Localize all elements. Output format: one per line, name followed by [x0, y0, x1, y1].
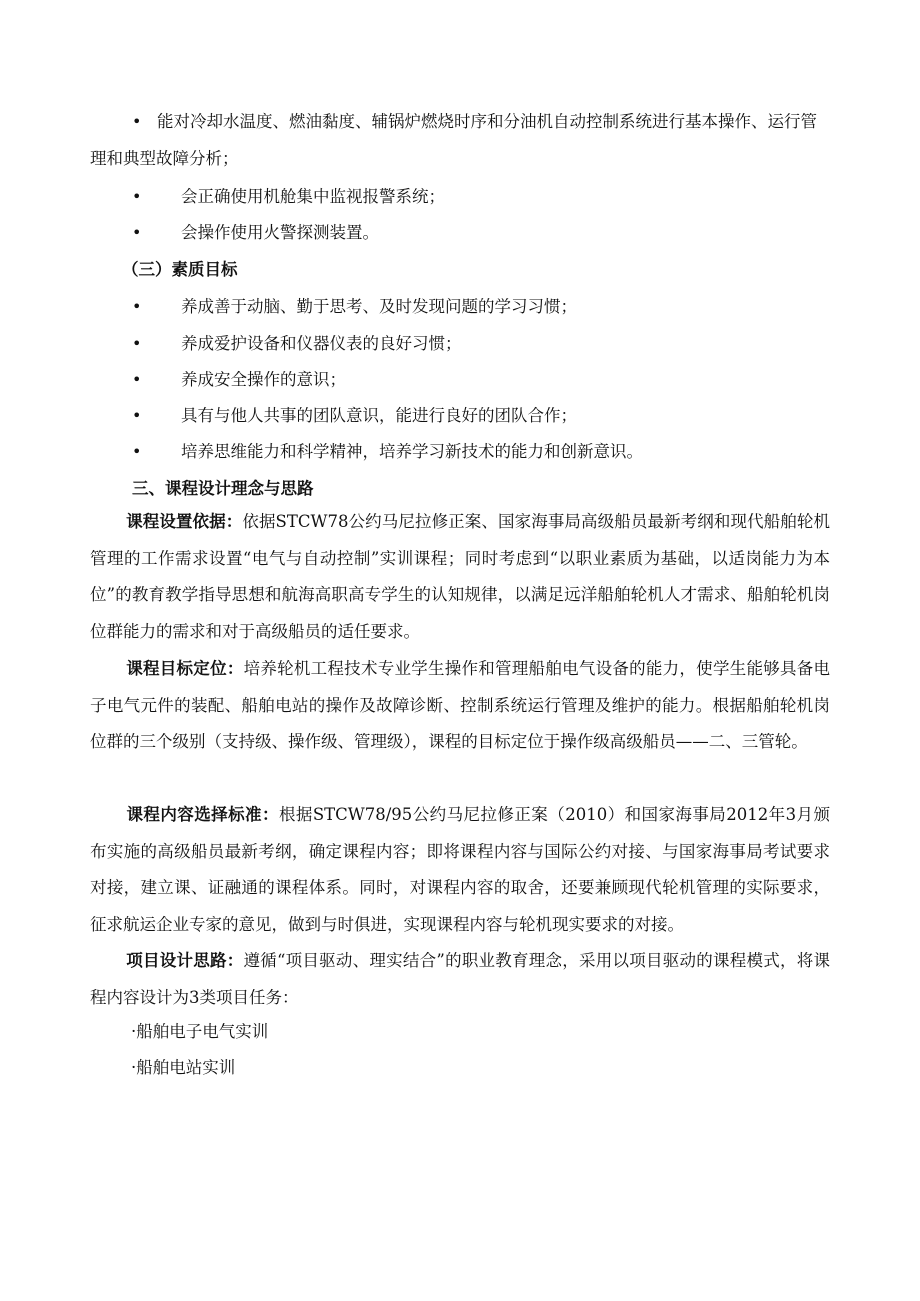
project-item: ·船舶电子电气实训	[131, 1022, 269, 1041]
bullet-symbol: •	[132, 223, 142, 242]
quality-item: 养成爱护设备和仪器仪表的良好习惯；	[181, 334, 462, 353]
paragraph-body: 依据STCW78公约马尼拉修正案、国家海事局高级船员最新考纲和现代船舶轮机管理的工作需求设置“电气与自动控制”实训课程；同时考虑到“以职业素质为基础，以适岗能力为本位”的教育教学指导思想和航海高职高专学生的认知规律，以满足远洋船舶轮机人才需求、船舶轮机岗位群能力的需求和对于高级船员的适任要求。	[90, 512, 830, 641]
paragraph-lead: 课程目标定位：	[126, 659, 244, 678]
paragraph-lead: 课程设置依据：	[126, 512, 243, 531]
bullet-symbol: •	[132, 297, 142, 316]
bullet-symbol: •	[132, 442, 142, 461]
bullet-symbol: •	[132, 112, 142, 131]
section-heading: （三）素质目标	[122, 260, 238, 279]
paragraph-lead: 课程内容选择标准：	[126, 805, 279, 824]
bullet-symbol: •	[132, 187, 142, 206]
section-heading: 三、课程设计理念与思路	[132, 479, 314, 498]
quality-item: 培养思维能力和科学精神，培养学习新技术的能力和创新意识。	[181, 442, 643, 461]
paragraph	[90, 504, 830, 650]
paragraph-body: 根据STCW78/95公约马尼拉修正案（2010）和国家海事局2012年3月颁布实施的高级船员最新考纲，确定课程内容；即将课程内容与国际公约对接、与国家海事局考试要求对接，建立课、证融通的课程体系。同时，对课程内容的取舍，还要兼顾现代轮机管理的实际要求，征求航运企业专家的意见，做到与时俱进，实现课程内容与轮机现实要求的对接。	[90, 805, 830, 934]
project-item: ·船舶电站实训	[131, 1058, 236, 1077]
paragraph-body: 遵循“项目驱动、理实结合”的职业教育理念，采用以项目驱动的课程模式，将课程内容设计为3类项目任务：	[90, 951, 831, 1007]
bullet-symbol: •	[132, 370, 142, 389]
paragraph	[90, 651, 830, 761]
bullet-text-line: 能对冷却水温度、燃油黏度、辅锅炉燃烧时序和分油机自动控制系统进行基本操作、运行管	[157, 112, 817, 131]
bullet-symbol: •	[132, 334, 142, 353]
bullet-text: 会正确使用机舱集中监视报警系统；	[181, 187, 445, 206]
paragraph	[90, 943, 830, 1016]
bullet-text-line: 理和典型故障分析；	[90, 149, 239, 168]
paragraph	[90, 797, 830, 943]
quality-item: 具有与他人共事的团队意识，能进行良好的团队合作；	[181, 406, 577, 425]
quality-item: 养成安全操作的意识；	[181, 370, 346, 389]
bullet-symbol: •	[132, 406, 142, 425]
paragraph-body: 培养轮机工程技术专业学生操作和管理船舶电气设备的能力，使学生能够具备电子电气元件的装配、船舶电站的操作及故障诊断、控制系统运行管理及维护的能力。根据船舶轮机岗位群的三个级别（支持级、操作级、管理级），课程的目标定位于操作级高级船员——二、三管轮。	[90, 659, 831, 752]
paragraph-lead: 项目设计思路：	[126, 951, 244, 970]
bullet-text: 会操作使用火警探测装置。	[181, 223, 379, 242]
quality-item: 养成善于动脑、勤于思考、及时发现问题的学习习惯；	[181, 297, 577, 316]
